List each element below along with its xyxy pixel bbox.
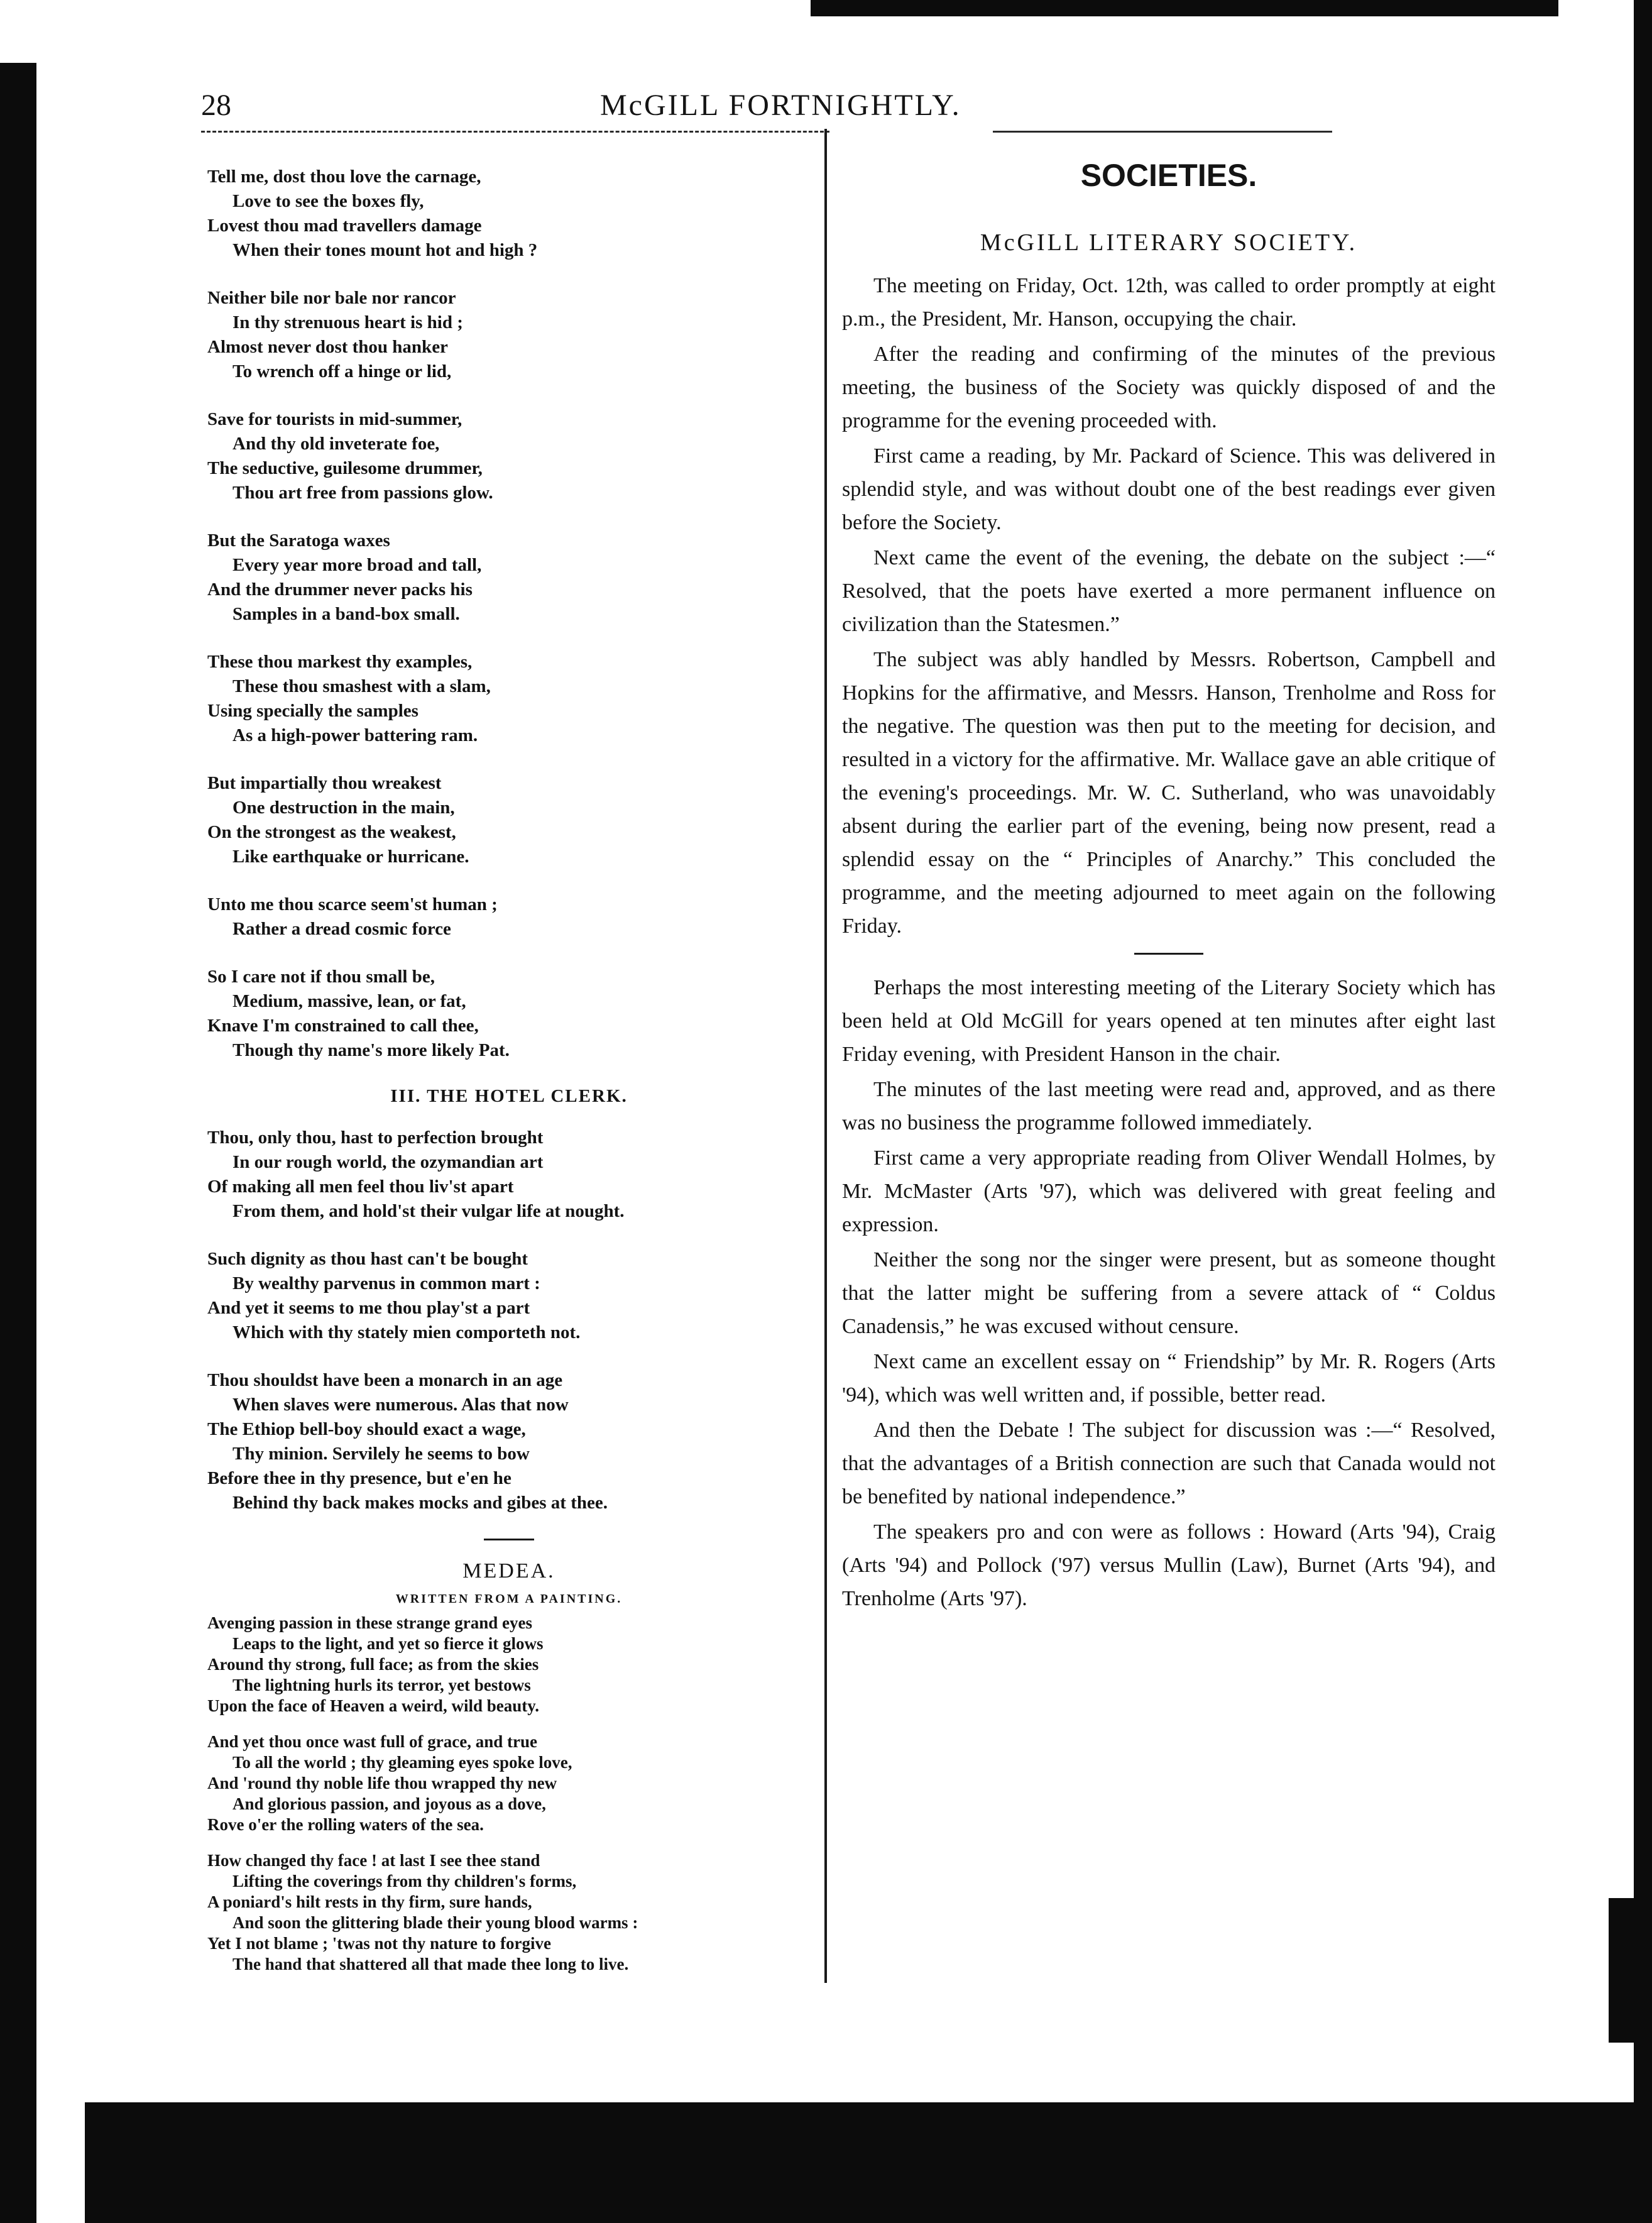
running-title: McGILL FORTNIGHTLY. [600,89,961,122]
stanza [207,771,811,869]
scan-edge-right [1634,0,1652,2223]
verse-line: Medium, massive, lean, or fat, [232,991,466,1011]
verse-line: And yet thou once wast full of grace, and true [207,1732,537,1751]
verse-line: The seductive, guilesome drummer, [207,458,483,478]
verse-line: Samples in a band-box small. [232,604,460,624]
verse-line: To all the world ; thy gleaming eyes spoke love, [232,1753,572,1772]
verse-line: Every year more broad and tall, [232,555,482,575]
verse-line: And 'round thy noble life thou wrapped thy new [207,1774,557,1792]
verse-line: Upon the face of Heaven a weird, wild beauty. [207,1696,539,1715]
scan-edge-top [811,0,1558,16]
verse-line: In thy strenuous heart is hid ; [232,312,463,332]
verse-line: In our rough world, the ozymandian art [232,1152,544,1172]
verse-line: How changed thy face ! at last I see thee stand [207,1851,540,1870]
medea-subtitle: WRITTEN FROM A PAINTING. [395,1592,623,1606]
verse-line: Neither bile nor bale nor rancor [207,288,456,308]
verse-line: And yet it seems to me thou play'st a part [207,1298,530,1318]
verse-line: These thou smashest with a slam, [232,676,491,696]
verse-line: To wrench off a hinge or lid, [232,361,452,381]
paragraph: Neither the song nor the singer were present, but as someone thought that the latter might be suffering from a severe attack of “ Coldus Canadensis,” he was excused without censure. [842,1248,1496,1338]
meeting-report-1 [842,269,1496,943]
verse-line: One destruction in the main, [232,798,455,818]
verse-line: A poniard's hilt rests in thy firm, sure hands, [207,1892,532,1911]
verse-line: Thy minion. Servilely he seems to bow [232,1444,530,1464]
poem-stanzas-hotel-clerk [207,1126,811,1515]
verse-line: Around thy strong, full face; as from the skies [207,1655,539,1674]
stanza [207,165,811,263]
verse-line: Rove o'er the rolling waters of the sea. [207,1815,484,1834]
paragraph: The minutes of the last meeting were read and, approved, and as there was no business the programme followed immediately. [842,1078,1496,1134]
verse-line: The lightning hurls its terror, yet bestows [232,1676,531,1694]
verse-line: Almost never dost thou hanker [207,337,448,357]
verse-line: When their tones mount hot and high ? [232,240,538,260]
verse-line: Lovest thou mad travellers damage [207,216,482,236]
verse-line: Which with thy stately mien comporteth not. [232,1322,581,1342]
stanza [207,892,811,941]
page-number: 28 [201,89,231,122]
section-title-hotel-clerk: III. THE HOTEL CLERK. [390,1086,628,1106]
left-column [207,165,811,1990]
verse-line: But impartially thou wreakest [207,773,442,793]
scan-edge-right-notch [1609,1898,1634,2043]
verse-line: By wealthy parvenus in common mart : [232,1273,540,1293]
verse-line: Unto me thou scarce seem'st human ; [207,894,498,914]
section-divider-rule [484,1539,534,1540]
societies-heading: SOCIETIES. [1080,158,1257,193]
verse-line: So I care not if thou small be, [207,967,435,987]
medea-title: MEDEA. [462,1559,555,1583]
verse-line: Though thy name's more likely Pat. [232,1040,510,1060]
stanza [207,1247,811,1345]
stanza [207,1850,811,1975]
verse-line: When slaves were numerous. Alas that now [232,1395,569,1415]
stanza [207,1368,811,1515]
paragraph: Next came the event of the evening, the debate on the subject :—“ Resolved, that the poets have exerted a more permanent influence on civilization than the Statesmen.” [842,546,1496,636]
column-divider [824,129,827,1983]
verse-line: Lifting the coverings from thy children's forms, [232,1872,577,1891]
paragraph: After the reading and confirming of the minutes of the previous meeting, the business of the Society was quickly disposed of and the programme for the evening proceeded with. [842,343,1496,432]
verse-line: Tell me, dost thou love the carnage, [207,167,481,187]
verse-line: And glorious passion, and joyous as a dove, [232,1794,546,1813]
verse-line: The hand that shattered all that made thee long to live. [232,1955,629,1973]
stanza [207,1126,811,1224]
verse-line: And soon the glittering blade their young blood warms : [232,1913,638,1932]
report-divider-rule [1134,953,1203,955]
verse-line: The Ethiop bell-boy should exact a wage, [207,1419,526,1439]
verse-line: Using specially the samples [207,701,418,721]
paragraph: The meeting on Friday, Oct. 12th, was called to order promptly at eight p.m., the President, Mr. Hanson, occupying the chair. [842,274,1496,331]
poem-stanzas-part-1 [207,165,811,1063]
paragraph: First came a reading, by Mr. Packard of Science. This was delivered in splendid style, and was without doubt one of the best readings ever given before the Society. [842,444,1496,534]
paragraph: The speakers pro and con were as follows : Howard (Arts '94), Craig (Arts '94) and Pollock ('97) versus Mullin (Law), Burnet (Arts '94), and Trenholme (Arts '97). [842,1520,1496,1610]
stanza [207,965,811,1063]
verse-line: Knave I'm constrained to call thee, [207,1016,479,1036]
stanza [207,650,811,748]
verse-line: Save for tourists in mid-summer, [207,409,462,429]
stanza [207,1732,811,1835]
header-rule-left [201,131,829,133]
verse-line: Behind thy back makes mocks and gibes at thee. [232,1493,608,1513]
verse-line: From them, and hold'st their vulgar life at nought. [232,1201,625,1221]
verse-line: As a high-power battering ram. [232,725,478,745]
medea-poem [207,1613,811,1975]
paragraph: Next came an excellent essay on “ Friendship” by Mr. R. Rogers (Arts '94), which was well written and, if possible, better read. [842,1350,1496,1407]
verse-line: Leaps to the light, and yet so fierce it glows [232,1634,544,1653]
stanza [207,1613,811,1716]
verse-line: Thou, only thou, hast to perfection brought [207,1128,544,1148]
stanza [207,407,811,505]
paragraph: And then the Debate ! The subject for discussion was :—“ Resolved, that the advantages of a British connection are such that Canada would not be benefited by national independence.” [842,1419,1496,1508]
verse-line: And the drummer never packs his [207,579,473,600]
verse-line: Avenging passion in these strange grand eyes [207,1613,533,1632]
verse-line: Like earthquake or hurricane. [232,847,469,867]
stanza [207,286,811,384]
paragraph: Perhaps the most interesting meeting of the Literary Society which has been held at Old McGill for years opened at ten minutes after eight last Friday evening, with President Hanson in the chair. [842,976,1496,1066]
verse-line: But the Saratoga waxes [207,530,390,551]
meeting-report-2 [842,971,1496,1615]
verse-line: Of making all men feel thou liv'st apart [207,1177,514,1197]
verse-line: Love to see the boxes fly, [232,191,424,211]
header-rule-right [993,131,1332,133]
verse-line: And thy old inveterate foe, [232,434,440,454]
verse-line: Yet I not blame ; 'twas not thy nature to forgive [207,1934,551,1953]
scan-edge-bottom [85,2102,1652,2223]
verse-line: Thou shouldst have been a monarch in an age [207,1370,563,1390]
literary-society-subheading: McGILL LITERARY SOCIETY. [980,229,1358,256]
verse-line: These thou markest thy examples, [207,652,473,672]
verse-line: Thou art free from passions glow. [232,483,493,503]
verse-line: Before thee in thy presence, but e'en he [207,1468,511,1488]
verse-line: Rather a dread cosmic force [232,919,451,939]
paragraph: First came a very appropriate reading from Oliver Wendall Holmes, by Mr. McMaster (Arts '97), which was delivered with great feeling and expression. [842,1146,1496,1236]
paragraph: The subject was ably handled by Messrs. Robertson, Campbell and Hopkins for the affirmative, and Messrs. Hanson, Trenholme and Ross for the negative. The question was then put to the meeting for decision, and resulted in a victory for the affirmative. Mr. Wallace gave an able critique of the evening's proceedings. Mr. W. C. Sutherland, who was unavoidably absent during the earlier part of the evening, being now present, read a splendid essay on the “ Principles of Anarchy.” This concluded the programme, and the meeting adjourned to meet again on the following Friday. [842,648,1496,938]
verse-line: Such dignity as thou hast can't be bought [207,1249,528,1269]
right-column [842,157,1496,1615]
stanza [207,529,811,627]
scan-edge-left [0,63,36,2223]
verse-line: On the strongest as the weakest, [207,822,456,842]
